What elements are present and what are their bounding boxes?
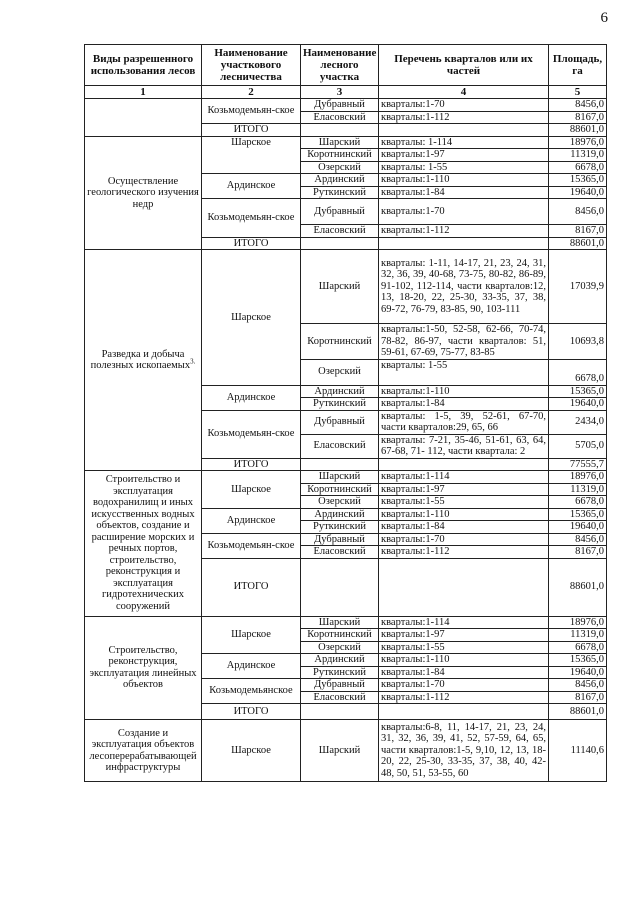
table-row — [85, 616, 607, 629]
plot-cell: Шарский — [301, 250, 379, 324]
area-cell: 6678,0 — [549, 641, 607, 654]
table-row — [85, 720, 607, 782]
empty-cell — [379, 124, 549, 137]
area-cell: 8456,0 — [549, 679, 607, 692]
forestry-cell: Козьмодемьян-ское — [202, 533, 301, 558]
empty-cell — [379, 237, 549, 250]
plot-cell: Коротнинский — [301, 324, 379, 360]
column-number: 5 — [549, 86, 607, 99]
plot-cell: Еласовский — [301, 434, 379, 458]
use-type-cell — [85, 99, 202, 137]
quarters-cell: кварталы:1-110 — [379, 508, 549, 521]
quarters-cell: кварталы:1-97 — [379, 629, 549, 642]
plot-cell: Дубравный — [301, 679, 379, 692]
quarters-cell: кварталы: 1-55 — [379, 161, 549, 174]
quarters-cell: кварталы:1-55 — [379, 496, 549, 509]
table-row — [85, 136, 607, 149]
plot-cell: Дубравный — [301, 99, 379, 112]
plot-cell: Шарский — [301, 616, 379, 629]
empty-cell — [301, 124, 379, 137]
forestry-cell: Ардинское — [202, 654, 301, 679]
total-label: ИТОГО — [202, 558, 301, 616]
plot-cell: Руткинский — [301, 521, 379, 534]
area-cell: 15365,0 — [549, 174, 607, 187]
plot-cell: Руткинский — [301, 186, 379, 199]
plot-cell: Дубравный — [301, 533, 379, 546]
forestry-cell: Ардинское — [202, 385, 301, 410]
total-label: ИТОГО — [202, 458, 301, 471]
table-row — [85, 471, 607, 484]
total-area: 88601,0 — [549, 558, 607, 616]
plot-cell: Шарский — [301, 720, 379, 782]
quarters-cell: кварталы:1-50, 52-58, 62-66, 70-74, 78-82, 86-97, части кварталов: 51, 59-61, 67-69, 75-77, 83-85 — [379, 324, 549, 360]
page-number: 6 — [600, 10, 608, 26]
area-cell: 11319,0 — [549, 149, 607, 162]
area-cell: 8456,0 — [549, 533, 607, 546]
forestry-cell: Козьмодемьян-ское — [202, 99, 301, 124]
forestry-cell: Ардинское — [202, 174, 301, 199]
use-type-cell: Создание и эксплуатация объектов лесоперерабатывающей инфраструктуры — [85, 720, 202, 782]
quarters-cell: кварталы: 1-114 — [379, 136, 549, 149]
quarters-cell: кварталы:1-112 — [379, 225, 549, 238]
area-cell: 18976,0 — [549, 616, 607, 629]
area-cell: 6678,0 — [549, 496, 607, 509]
area-cell: 19640,0 — [549, 521, 607, 534]
plot-cell: Еласовский — [301, 691, 379, 704]
plot-cell: Дубравный — [301, 199, 379, 225]
empty-cell — [301, 237, 379, 250]
use-type-cell: Осуществление геологического изучения недр — [85, 136, 202, 250]
quarters-cell: кварталы:1-70 — [379, 199, 549, 225]
quarters-cell: кварталы:1-112 — [379, 691, 549, 704]
plot-cell: Коротнинский — [301, 629, 379, 642]
forest-use-table — [84, 44, 607, 782]
quarters-cell: кварталы:1-110 — [379, 654, 549, 667]
area-cell: 19640,0 — [549, 186, 607, 199]
area-cell: 8167,0 — [549, 546, 607, 559]
quarters-cell: кварталы: 7-21, 35-46, 51-61, 63, 64, 67-68, 71- 112, части квартала: 2 — [379, 434, 549, 458]
area-cell: 19640,0 — [549, 666, 607, 679]
plot-cell: Еласовский — [301, 225, 379, 238]
plot-cell: Еласовский — [301, 111, 379, 124]
quarters-cell: кварталы:1-55 — [379, 641, 549, 654]
total-area: 88601,0 — [549, 704, 607, 720]
table-header-row — [85, 45, 607, 86]
area-cell: 15365,0 — [549, 385, 607, 398]
quarters-cell: кварталы: 1-5, 39, 52-61, 67-70, части кварталов:29, 65, 66 — [379, 410, 549, 434]
empty-cell — [301, 704, 379, 720]
header-area: Площадь, га — [549, 45, 607, 86]
area-cell: 15365,0 — [549, 654, 607, 667]
plot-cell: Еласовский — [301, 546, 379, 559]
empty-cell — [379, 458, 549, 471]
column-number: 1 — [85, 86, 202, 99]
quarters-cell: кварталы:1-110 — [379, 174, 549, 187]
plot-cell: Ардинский — [301, 385, 379, 398]
quarters-cell: кварталы:1-84 — [379, 666, 549, 679]
use-type-cell — [85, 250, 202, 471]
area-cell: 17039,9 — [549, 250, 607, 324]
use-type-text: Разведка и добыча полезных ископаемых — [90, 348, 191, 371]
empty-cell — [301, 558, 379, 616]
quarters-cell: кварталы:1-97 — [379, 149, 549, 162]
quarters-cell: кварталы:1-114 — [379, 471, 549, 484]
total-label: ИТОГО — [202, 237, 301, 250]
plot-cell: Шарский — [301, 136, 379, 149]
plot-cell: Коротнинский — [301, 483, 379, 496]
area-cell: 10693,8 — [549, 324, 607, 360]
forestry-cell: Козьмодемьян-ское — [202, 410, 301, 458]
plot-cell: Ардинский — [301, 654, 379, 667]
quarters-cell: кварталы: 1-55 — [379, 359, 549, 385]
forestry-cell: Шарское — [202, 471, 301, 509]
area-cell: 11319,0 — [549, 483, 607, 496]
forestry-cell: Ардинское — [202, 508, 301, 533]
total-label: ИТОГО — [202, 704, 301, 720]
column-number: 2 — [202, 86, 301, 99]
quarters-cell: кварталы:1-84 — [379, 186, 549, 199]
area-cell: 8167,0 — [549, 111, 607, 124]
quarters-cell: кварталы:1-84 — [379, 521, 549, 534]
header-forestry: Наименование участкового лесничества — [202, 45, 301, 86]
table-row — [85, 99, 607, 112]
plot-cell: Ардинский — [301, 174, 379, 187]
quarters-cell: кварталы:1-114 — [379, 616, 549, 629]
total-label: ИТОГО — [202, 124, 301, 137]
area-cell: 19640,0 — [549, 398, 607, 411]
quarters-cell: кварталы:1-70 — [379, 99, 549, 112]
column-number: 4 — [379, 86, 549, 99]
use-type-cell: Строительство, реконструкция, эксплуатация линейных объектов — [85, 616, 202, 720]
area-cell: 6678,0 — [549, 161, 607, 174]
header-use-type: Виды разрешенного использования лесов — [85, 45, 202, 86]
forestry-cell: Шарское — [202, 250, 301, 386]
area-cell: 5705,0 — [549, 434, 607, 458]
empty-cell — [379, 558, 549, 616]
area-cell: 11140,6 — [549, 720, 607, 782]
area-cell: 18976,0 — [549, 136, 607, 149]
area-cell: 8456,0 — [549, 99, 607, 112]
quarters-cell: кварталы:1-112 — [379, 111, 549, 124]
quarters-cell: кварталы:1-110 — [379, 385, 549, 398]
total-area: 77555,7 — [549, 458, 607, 471]
plot-cell: Коротнинский — [301, 149, 379, 162]
plot-cell: Шарский — [301, 471, 379, 484]
plot-cell: Дубравный — [301, 410, 379, 434]
plot-cell: Озерский — [301, 496, 379, 509]
area-cell: 8167,0 — [549, 225, 607, 238]
footnote-mark: 3. — [190, 357, 196, 366]
quarters-cell: кварталы: 1-11, 14-17, 21, 23, 24, 31, 32, 36, 39, 40-68, 73-75, 80-82, 86-89, 91-102, 112-114, части кварталов:12, 13, 18-20, 22, 25-30, 33-35, 37, 38, 69-72, 76-79, 83-85, 90, 103-111 — [379, 250, 549, 324]
quarters-cell: кварталы:1-84 — [379, 398, 549, 411]
column-number-row — [85, 86, 607, 99]
area-cell: 8456,0 — [549, 199, 607, 225]
total-area: 88601,0 — [549, 237, 607, 250]
plot-cell: Озерский — [301, 641, 379, 654]
forestry-cell: Шарское — [202, 136, 301, 174]
table-row — [85, 250, 607, 324]
forestry-cell: Шарское — [202, 720, 301, 782]
quarters-cell: кварталы:6-8, 11, 14-17, 21, 23, 24, 31, 32, 36, 39, 41, 52, 57-59, 64, 65, части кварталов:1-5, 9,10, 12, 13, 18-20, 22, 25-30, 33-35, 37, 38, 40, 42-48, 50, 51, 53-55, 60 — [379, 720, 549, 782]
area-cell: 6678,0 — [549, 359, 607, 385]
empty-cell — [379, 704, 549, 720]
area-cell: 8167,0 — [549, 691, 607, 704]
forestry-cell: Козьмодемьянское — [202, 679, 301, 704]
column-number: 3 — [301, 86, 379, 99]
plot-cell: Руткинский — [301, 666, 379, 679]
plot-cell: Озерский — [301, 161, 379, 174]
quarters-cell: кварталы:1-70 — [379, 533, 549, 546]
plot-cell: Ардинский — [301, 508, 379, 521]
quarters-cell: кварталы:1-112 — [379, 546, 549, 559]
header-quarters: Перечень кварталов или их частей — [379, 45, 549, 86]
quarters-cell: кварталы:1-97 — [379, 483, 549, 496]
plot-cell: Руткинский — [301, 398, 379, 411]
area-cell: 11319,0 — [549, 629, 607, 642]
empty-cell — [301, 458, 379, 471]
quarters-cell: кварталы:1-70 — [379, 679, 549, 692]
area-cell: 2434,0 — [549, 410, 607, 434]
area-cell: 15365,0 — [549, 508, 607, 521]
forestry-cell: Козьмодемьян-ское — [202, 199, 301, 238]
use-type-cell: Строительство и эксплуатация водохранилищ и иных искусственных водных объектов, создание и расширение морских и речных портов, строительство, реконструкция и эксплуатация гидротехнических сооружений — [85, 471, 202, 617]
plot-cell: Озерский — [301, 359, 379, 385]
area-cell: 18976,0 — [549, 471, 607, 484]
header-plot: Наименование лесного участка — [301, 45, 379, 86]
total-area: 88601,0 — [549, 124, 607, 137]
forestry-cell: Шарское — [202, 616, 301, 654]
